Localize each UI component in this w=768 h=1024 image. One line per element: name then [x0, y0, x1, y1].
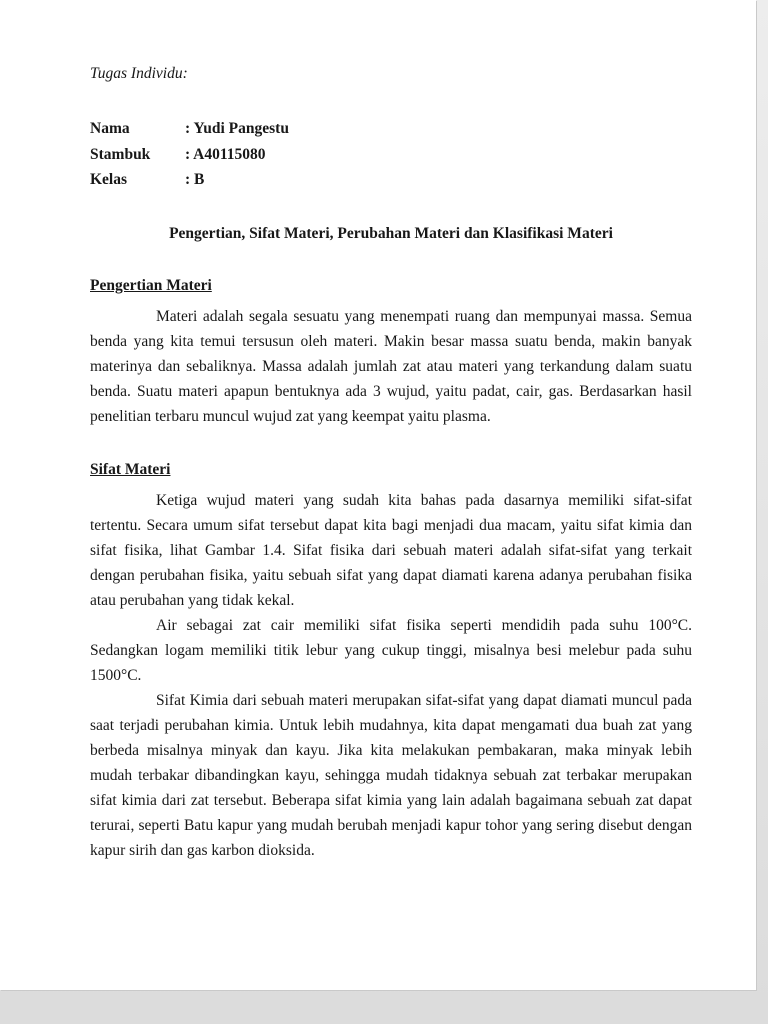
identity-value-nama: : Yudi Pangestu	[185, 120, 289, 137]
section-heading-sifat-materi: Sifat Materi	[90, 460, 171, 478]
identity-value-stambuk: : A40115080	[185, 145, 266, 163]
paragraph: Sifat Kimia dari sebuah materi merupakan sifat-sifat yang dapat diamati muncul pada saat terjadi perubahan kimia. Untuk lebih mudahnya, kita dapat mengamati dua buah zat yang berbeda misalnya minyak dan kayu. Jika kita melakukan pembakaran, maka minyak lebih mudah terbakar dibandingkan kayu, sehingga mudah tidaknya sebuah zat terbakar merupakan sifat kimia dari zat tersebut. Beberapa sifat kimia yang lain adalah bagaimana sebuah zat dapat terurai, seperti Batu kapur yang mudah berubah menjadi kapur tohor yang sering disebut dengan kapur sirih dan gas karbon dioksida.	[90, 691, 692, 859]
identity-block	[90, 116, 692, 193]
identity-row-kelas	[90, 167, 692, 193]
identity-label-kelas: Kelas	[90, 171, 128, 188]
identity-label-stambuk: Stambuk	[90, 145, 151, 163]
document-title: Pengertian, Sifat Materi, Perubahan Materi dan Klasifikasi Materi	[169, 224, 613, 242]
paragraph: Ketiga wujud materi yang sudah kita bahas pada dasarnya memiliki sifat-sifat tertentu. Secara umum sifat tersebut dapat kita bagi menjadi dua macam, yaitu sifat kimia dan sifat fisika, lihat Gambar 1.4. Sifat fisika dari sebuah materi adalah sifat-sifat yang terkait dengan perubahan fisika, yaitu sebuah sifat yang dapat diamati karena adanya perubahan fisika atau perubahan yang tidak kekal.	[90, 491, 692, 609]
assignment-type-note: Tugas Individu:	[90, 65, 188, 82]
identity-row-nama	[90, 116, 692, 142]
section-sifat-materi	[90, 457, 692, 863]
section-pengertian-materi	[90, 273, 692, 429]
identity-row-stambuk	[90, 142, 692, 168]
paragraph: Air sebagai zat cair memiliki sifat fisika seperti mendidih pada suhu 100°C. Sedangkan logam memiliki titik lebur yang cukup tinggi, misalnya besi melebur pada suhu 1500°C.	[90, 616, 692, 684]
identity-value-kelas: : B	[185, 171, 205, 188]
section-heading-pengertian-materi: Pengertian Materi	[90, 276, 212, 294]
identity-label-nama: Nama	[90, 120, 130, 137]
paragraph: Materi adalah segala sesuatu yang menempati ruang dan mempunyai massa. Semua benda yang kita temui tersusun oleh materi. Makin besar massa suatu benda, makin banyak materinya dan sebaliknya. Massa adalah jumlah zat atau materi yang terkandung dalam suatu benda. Suatu materi apapun bentuknya ada 3 wujud, yaitu padat, cair, gas. Berdasarkan hasil penelitian terbaru muncul wujud zat yang keempat yaitu plasma.	[90, 307, 692, 425]
